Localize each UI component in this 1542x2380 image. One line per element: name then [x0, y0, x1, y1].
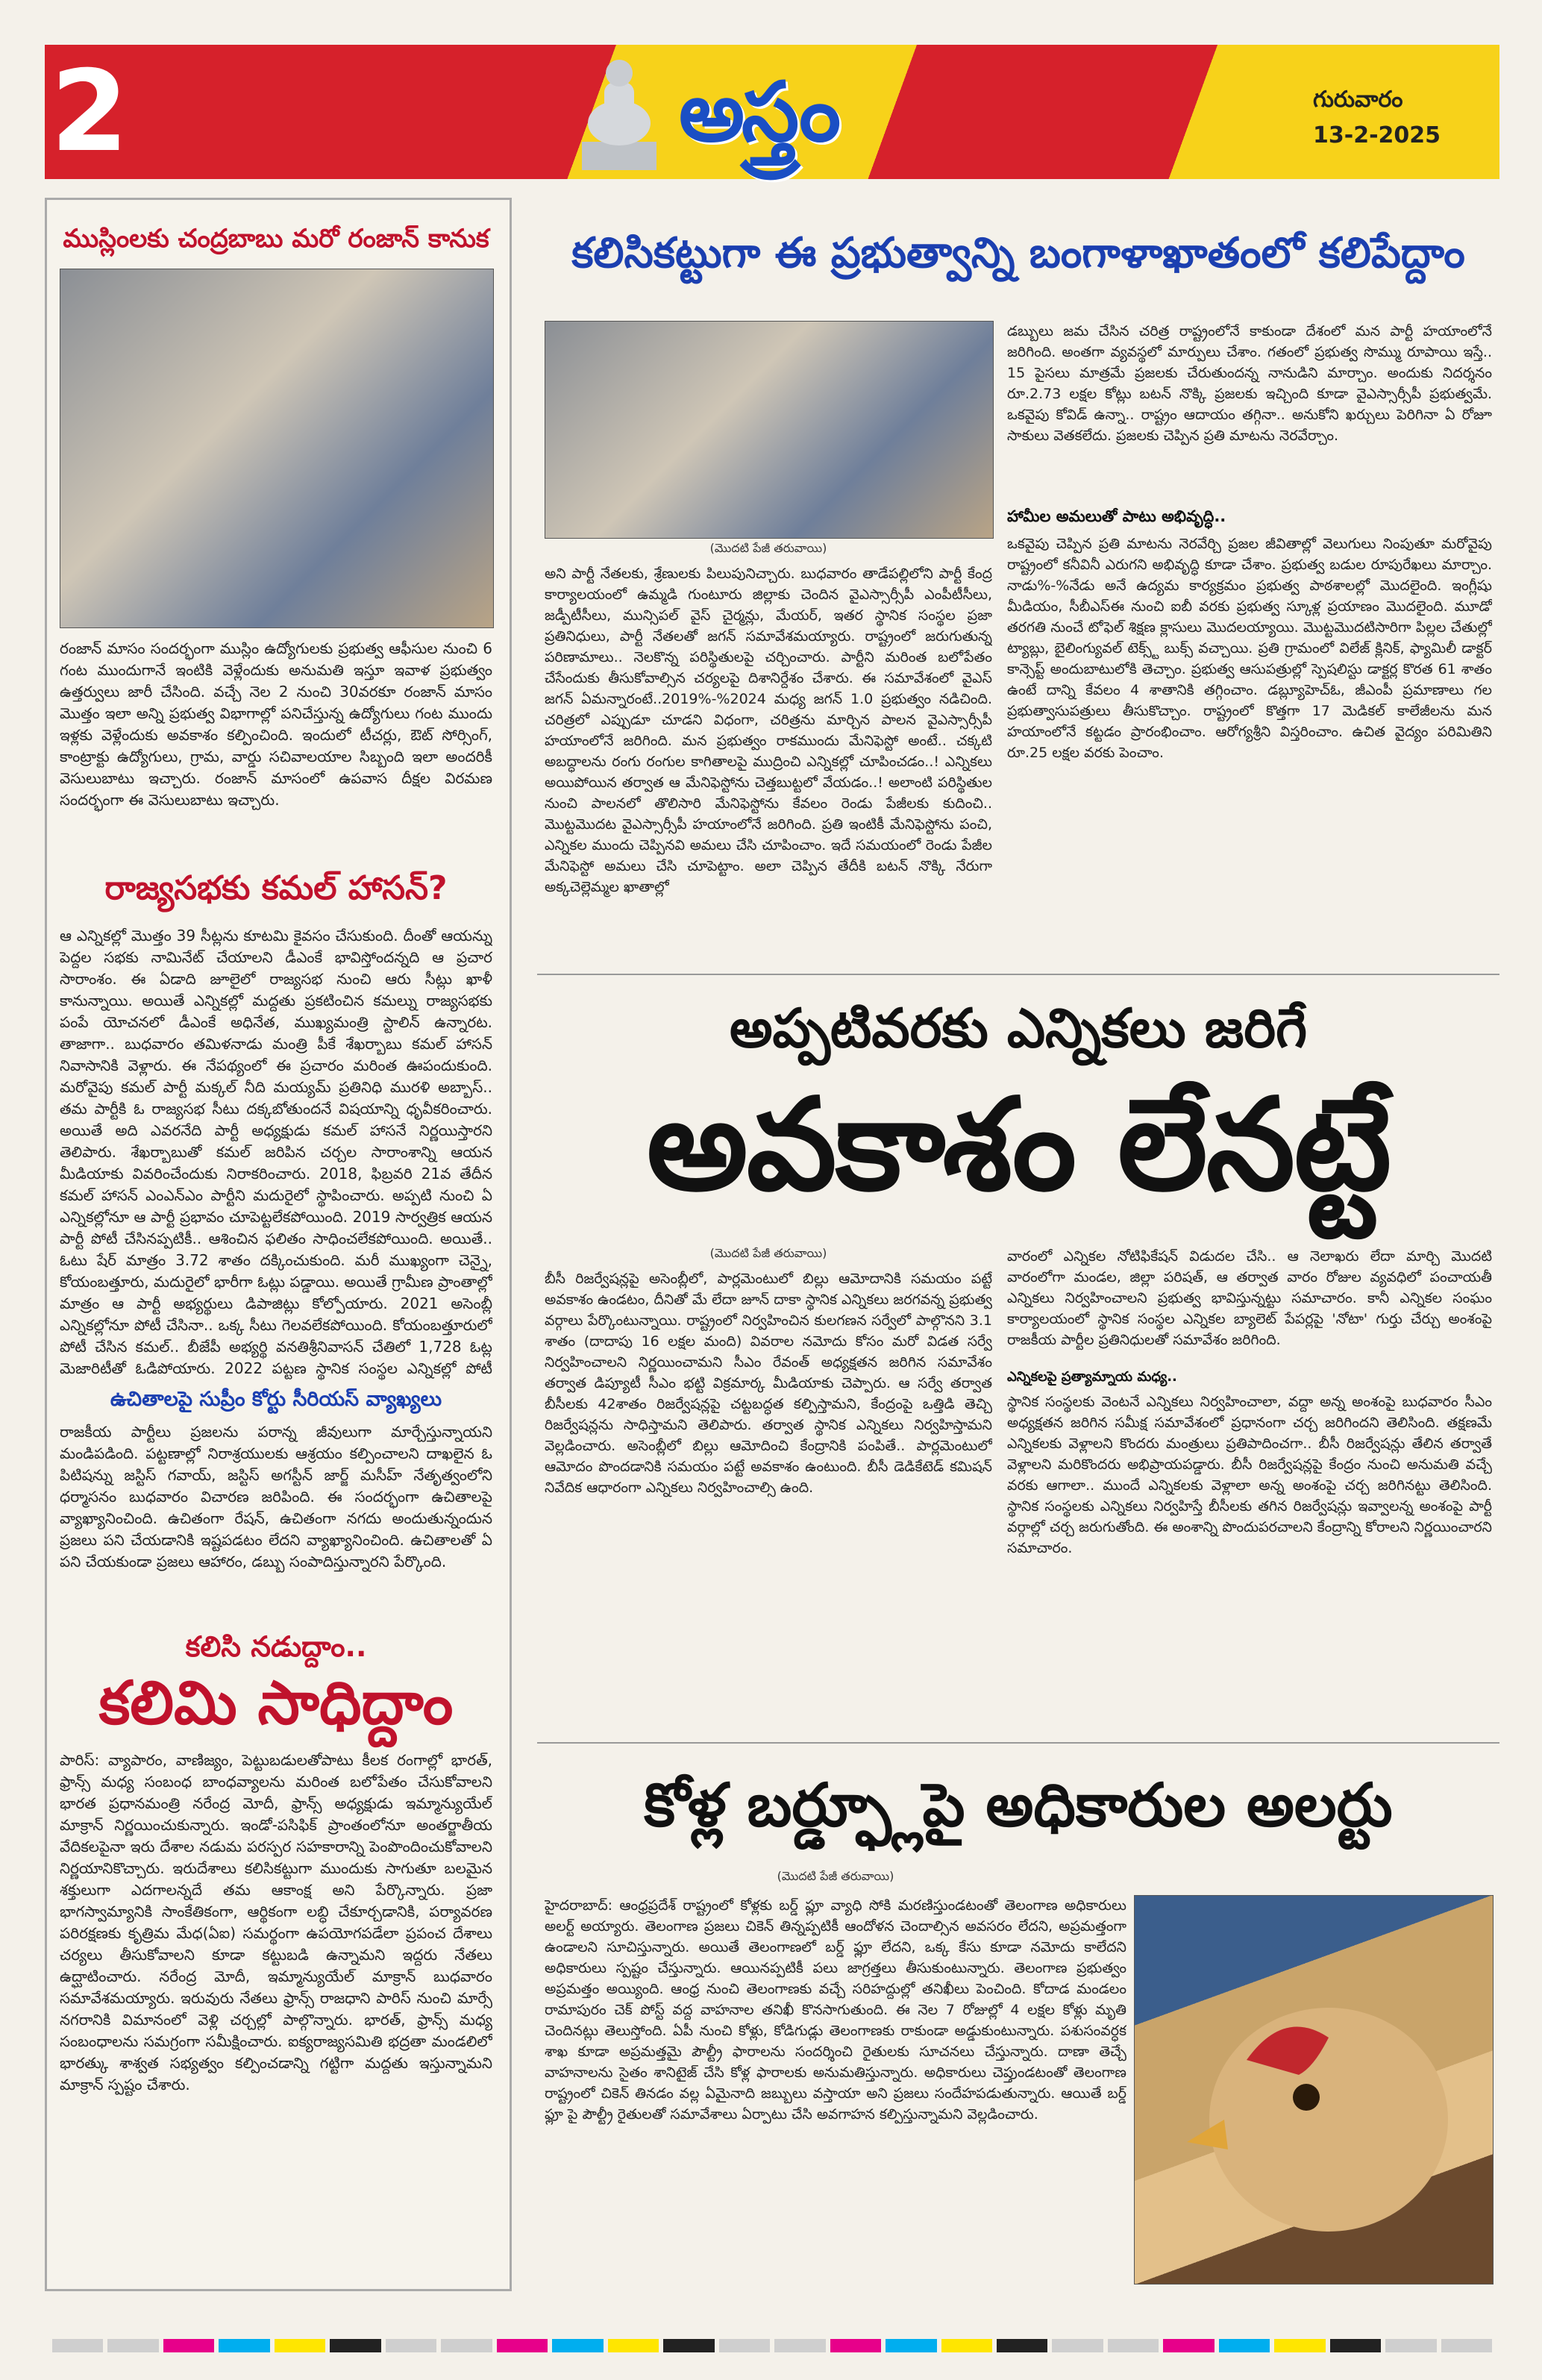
story-ramzan-body: రంజాన్ మాసం సందర్భంగా ముస్లిం ఉద్యోగులకు ప్రభుత్వ ఆఫీసుల నుంచి 6 గంట ముందుగానే ఇంటికి వెళ్లేందుకు అనుమతి ఇస్తూ ఇవాళ ప్రభుత్వం ఉత్తర్వులు జారీ చేసింది. వచ్చే నెల 2 నుంచి 30వరకూ రంజాన్ మాసం మొత్తం ఇలా అన్ని ప్రభుత్వ విభాగాల్లో పనిచేస్తున్న ఉద్యోగులు గంట ముందు ఇళ్లకు వెళ్లేందుకు అవకాశం కల్పించింది. ఇందులో టీచర్లు, ఔట్ సోర్సింగ్, కాంట్రాక్టు ఉద్యోగులు, గ్రామ, వార్డు సచివాలయాల సిబ్బంది ఇలా అందరికీ వెసులుబాటు ఇచ్చారు. రంజాన్ మాసంలో ఉపవాస దీక్షల విరమణ సందర్భంగా ఈ వెసులుబాటు ఇచ్చారు. [60, 639, 492, 809]
color-swatch [1441, 2339, 1492, 2352]
color-swatch [608, 2339, 659, 2352]
color-swatch [886, 2339, 936, 2352]
top-story-body-right2: ఒకవైపు చెప్పిన ప్రతి మాటను నెరవేర్చి ప్రజల జీవితాల్లో వెలుగులు నింపుతూ మరోవైపు రాష్ట్రంలో కనీవినీ ఎరుగని అభివృద్ధి కూడా చేశాం. ప్రభుత్వ బడుల రూపురేఖలు మార్చాం. నాడు%-%నేడు అనే ఉద్యమ కార్యక్రమం ప్రభుత్వ పాఠశాలల్లో మొదలైంది. ఇంగ్లీషు మీడియం, సీబీఎస్ఈ నుంచి ఐబీ వరకు ప్రభుత్వ స్కూళ్ల ప్రయాణం మొదలైంది. మూడో తరగతి నుంచే టోఫెల్ శిక్షణ క్లాసులు మొదలయ్యాయి. మొట్టమొదటిసారిగా పిల్లల చేతుల్లో ట్యాబ్లు, బైలింగ్యువల్ టెక్స్ట్ బుక్స్ వచ్చాయి. ప్రతి గ్రామంలో విలేజ్ క్లినిక్, ఫ్యామిలీ డాక్టర్ కాన్సెప్ట్ అందుబాటులోకి తెచ్చాం. ప్రభుత్వ ఆసుపత్రుల్లో స్పెషలిస్టు డాక్టర్ల కొరత 61 శాతం ఉంటే దాన్ని కేవలం 4 శాతానికి తగ్గించాం. డబ్ల్యూహెచ్ఓ, జీఎంపీ ప్రమాణాలు గల ప్రభుత్వాసుపత్రులు తీసుకొచ్చాం. రాష్ట్రంలో కొత్తగా 17 మెడికల్ కాలేజీలను మన హయాంలోనే కట్టడం ప్రారంభించాం. ఆరోగ్యశ్రీని విస్తరించాం. ఉచిత వైద్యం పరిమితిని రూ.25 లక్షల వరకు పెంచాం. [1007, 536, 1492, 761]
color-swatch [52, 2339, 103, 2352]
color-swatch [497, 2339, 548, 2352]
color-swatch [830, 2339, 881, 2352]
top-story-body-left: అని పార్టీ నేతలకు, శ్రేణులకు పిలుపునిచ్చారు. బుధవారం తాడేపల్లిలోని పార్టీ కేంద్ర కార్యాలయంలో ఉమ్మడి గుంటూరు జిల్లాకు చెందిన వైఎస్సార్సీపీ ఎంపీటీసీలు, జడ్పీటీసీలు, మున్సిపల్ వైస్ చైర్మన్లు, మేయర్, ఇతర స్థానిక సంస్థల ప్రజా ప్రతినిధులు, పార్టీ నేతలతో జగన్ సమావేశమయ్యారు. రాష్ట్రంలో జరుగుతున్న పరిణామాలు.. నెలకొన్న పరిస్థితులపై చర్చించారు. పార్టీని మరింత బలోపేతం చేసేందుకు తీసుకోవాల్సిన చర్యలపై దిశానిర్దేశం చేశారు. ఈ సమావేశంలో వైఎస్ జగన్ ఏమన్నారంటే..2019%-%2024 మధ్య జగన్ 1.0 ప్రభుత్వం నడిచింది. చరిత్రలో ఎప్పుడూ చూడని విధంగా, చరిత్రను మార్చిన పాలన వైఎస్సార్సీపీ హయాంలోనే జరిగింది. మన ప్రభుత్వం రాకముందు మేనిఫెస్టో అంటే.. చక్కటి అబద్ధాలను రంగు రంగుల కాగితాలపై ముద్రించి ఎన్నికల్లో చూపించడం..! ఎన్నికలు అయిపోయిన తర్వాత ఆ మేనిఫెస్టోను చెత్తబుట్టలో వేయడం..! అలాంటి పరిస్థితుల నుంచి పాలనలో తొలిసారి మేనిఫెస్టోను కేవలం రెండు పేజీలకు కుదించి.. మొట్టమొదట వైఎస్సార్సీపీ హయాంలోనే జరిగింది. ప్రతి ఇంటికీ మేనిఫెస్టోను పంచి, ఎన్నికల ముందు చెప్పినవి అమలు చేసి చూపించాం. ఇదే సమయంలో రెండు పేజీల మేనిఫెస్టో అమలు చేసి చూపెట్టాం. అలా చెప్పిన తేదీకి బటన్ నొక్కి నేరుగా అక్కచెల్లెమ్మల ఖాతాల్లో [545, 566, 992, 895]
color-swatch [275, 2339, 325, 2352]
story-kalimi-body: పారిస్: వ్యాపారం, వాణిజ్యం, పెట్టుబడులతోపాటు కీలక రంగాల్లో భారత్, ఫ్రాన్స్ మధ్య సంబంధ బాంధవ్యాలను మరింత బలోపేతం చేసుకోవాలని భారత ప్రధానమంత్రి నరేంద్ర మోదీ, ఫ్రాన్స్ అధ్యక్షుడు ఇమ్మాన్యుయేల్ మాక్రాన్ నిర్ణయించుకున్నారు. ఇండో-పసిఫిక్ ప్రాంతంలోనూ అంతర్జాతీయ వేదికలపైనా ఇరు దేశాల నడుమ పరస్పర సహకారాన్ని పెంపొందించుకోవాలని నిర్ణయానికొచ్చారు. ఇరుదేశాలు కలిసికట్టుగా ముందుకు సాగుతూ బలమైన శక్తులుగా ఎదగాలన్నదే తమ ఆకాంక్ష అని పేర్కొన్నారు. ప్రజా భాగస్వామ్యానికి సాంకేతికంగా, ఆర్థికంగా లబ్ధి చేకూర్చడానికి, పర్యావరణ పరిరక్షణకు కృత్రిమ మేధ(ఏఐ) సమర్థంగా ఉపయోగపడేలా ప్రపంచ దేశాలు చర్యలు తీసుకోవాలని కూడా కట్టుబడి ఉన్నామని ఇద్దరు నేతలు ఉద్ఘాటించారు. నరేంద్ర మోదీ, ఇమ్మాన్యుయేల్ మాక్రాన్ బుధవారం సమావేశమయ్యారు. ఇరువురు నేతలు ఫ్రాన్స్ రాజధాని పారిస్ నుంచి మార్సే నగరానికి విమానంలో వెళ్లి చర్చల్లో పాల్గొన్నారు. భారత్, ఫ్రాన్స్ మధ్య సంబంధాలను సమగ్రంగా సమీక్షించారు. ఐక్యరాజ్యసమితి భద్రతా మండలిలో భారత్కు శాశ్వత సభ్యత్వం కల్పించడాన్ని గట్టిగా మద్దతు ఇస్తున్నామని మాక్రాన్ స్పష్టం చేశారు. [60, 1751, 492, 2094]
elections-body-left: బీసీ రిజర్వేషన్లపై అసెంబ్లీలో, పార్లమెంటులో బిల్లు ఆమోదానికి సమయం పట్టే అవకాశం ఉండటం, దీనితో మే లేదా జూన్ దాకా స్థానిక ఎన్నికలు జరగవన్న ప్రభుత్వ వర్గాలు పేర్కొంటున్నాయి. రాష్ట్రంలో నిర్వహించిన కులగణన సర్వేలో పాల్గొనని 3.1 శాతం (దాదాపు 16 లక్షల మంది) వివరాల నమోదు కోసం మరో విడత సర్వే నిర్వహించాలని నిర్ణయించామని సీఎం రేవంత్ అధ్యక్షతన జరిగిన సమావేశం తర్వాత డిప్యూటీ సీఎం భట్టి విక్రమార్క మీడియాకు చెప్పారు. ఆ సర్వే తర్వాత బీసీలకు 42శాతం రిజర్వేషన్లపై చట్టబద్ధత కల్పిస్తామని, కేంద్రంపై ఒత్తిడి తెచ్చి రిజర్వేషన్లను సాధిస్తామని తెలిపారు. తర్వాత స్థానిక ఎన్నికలు నిర్వహిస్తామని వెల్లడించారు. అసెంబ్లీలో బిల్లు ఆమోదించి కేంద్రానికి పంపితే.. పార్లమెంటులో ఆమోదం పొందడానికి సమయం పట్టే అవకాశం ఉంటుంది. బీసీ డెడికేటెడ్ కమిషన్ నివేదిక ఆధారంగా ఎన్నికలు నిర్వహించాల్సి ఉంది. [545, 1271, 992, 1496]
story-kamal-body: ఆ ఎన్నికల్లో మొత్తం 39 సీట్లను కూటమి కైవసం చేసుకుంది. దీంతో ఆయన్ను పెద్దల సభకు నామినేట్ చేయాలని డీఎంకే భావిస్తోందన్నది ఆ ప్రచార సారాంశం. ఈ ఏడాది జూలైలో రాజ్యసభ నుంచి ఆరు సీట్లు ఖాళీ కానున్నాయి. అయితే ఎన్నికల్లో మద్దతు ప్రకటించిన కమల్ను రాజ్యసభకు పంపే యోచనలో డీఎంకే అధినేత, ముఖ్యమంత్రి స్టాలిన్ ఉన్నారట. తాజాగా.. బుధవారం తమిళనాడు మంత్రి పీకే శేఖర్బాబు కమల్ హాసన్ నివాసానికి వెళ్లారు. ఈ నేపథ్యంలో ఈ ప్రచారం మరింత ఊపందుకుంది. మరోవైపు కమల్ పార్టీ మక్కల్ నీది మయ్యమ్ ప్రతినిధి మురళి అబ్బాస్.. తమ పార్టీకి ఓ రాజ్యసభ సీటు దక్కబోతుందనే విషయాన్ని ధృవీకరించారు. అయితే అది ఎవరనేది పార్టీ అధ్యక్షుడు కమల్ హాసనే నిర్ణయిస్తారని తెలిపారు. శేఖర్బాబుతో కమల్ జరిపిన చర్చల సారాంశాన్ని ఆయన మీడియాకు వివరించేందుకు నిరాకరించారు. 2018, ఫిబ్రవరి 21వ తేదీన కమల్ హాసన్ ఎంఎన్ఎం పార్టీని మదురైలో స్థాపించారు. అప్పటి నుంచి ఏ ఎన్నికల్లోనూ ఆ పార్టీ ప్రభావం చూపెట్టలేకపోయింది. 2019 సార్వత్రిక ఆయన పార్టీ పోటీ చేసినప్పటికీ.. ఆశించిన ఫలితం సాధించలేకపోయింది. అయితే.. ఓటు షేర్ మాత్రం 3.72 శాతం దక్కించుకుంది. మరీ ముఖ్యంగా చెన్నై, కోయంబత్తూరు, మదురైలో భారీగా ఓట్లు పడ్డాయి. అయితే గ్రామీణ ప్రాంతాల్లో మాత్రం ఆ పార్టీ అభ్యర్థులు డిపాజిట్లు కోల్పోయారు. 2021 అసెంబ్లీ ఎన్నికల్లోనూ పోటీ చేసినా.. ఒక్క సీటు గెలవలేకపోయింది. కోయంబత్తూరులో పోటీ చేసిన కమల్.. బీజేపీ అభ్యర్థి వనతిశ్రీనివాసన్ చేతిలో 1,728 ఓట్ల మెజారిటీతో ఓడిపోయారు. 2022 పట్టణ స్థానిక సంస్థల ఎన్నికల్లో పోటీ [60, 927, 492, 1377]
page-number: 2 [45, 45, 134, 179]
divider-2 [537, 1742, 1499, 1744]
top-story-subhead: హామీల అమలుతో పాటు అభివృద్ధి.. [1007, 507, 1226, 525]
headline-kamal: రాజ్యసభకు కమల్ హాసన్? [104, 869, 448, 907]
kicker-kalisi: కలిసి నడుద్దాం.. [185, 1630, 367, 1663]
color-swatch [1052, 2339, 1103, 2352]
elections-subhead: ఎన్నికలపై ప్రత్యామ్నాయ మధ్య.. [1007, 1369, 1177, 1385]
color-swatch [997, 2339, 1047, 2352]
issue-day: గురువారం [1313, 87, 1403, 113]
headline-bird-flu: కోళ్ల బర్డ్ఫ్లూపై అధికారుల అలర్టు [644, 1770, 1393, 1840]
kicker-elections: అప్పటివరకు ఎన్నికలు జరిగే [729, 997, 1308, 1059]
elections-body-right: వారంలో ఎన్నికల నోటిఫికేషన్ విడుదల చేసి.. ఆ నెలాఖరు లేదా మార్చి మొదటి వారంలోగా మండల, జిల్లా పరిషత్, ఆ తర్వాత వారం రోజుల వ్యవధిలో పంచాయతీ ఎన్నికలు నిర్వహించాలని ప్రభుత్వ భావిస్తున్నట్టు సమాచారం. కానీ ఎన్నికల సంఘం కార్యాలయంలో స్థానిక సంస్థల ఎన్నికల బ్యాలెట్ పేపర్లపై 'నోటా' గుర్తు చేర్చు అంశంపై రాజకీయ పార్టీల ప్రతినిధులతో సమావేశం జరిగింది. [1007, 1248, 1492, 1348]
color-swatch [1274, 2339, 1325, 2352]
photo-meeting [545, 321, 994, 539]
newspaper-logo [567, 52, 1029, 179]
color-swatch [719, 2339, 770, 2352]
color-swatch [941, 2339, 992, 2352]
issue-date: 13-2-2025 [1313, 122, 1441, 148]
bird-flu-body: హైదరాబాద్: ఆంధ్రప్రదేశ్ రాష్ట్రంలో కోళ్లకు బర్డ్ ఫ్లూ వ్యాధి సోకి మరణిస్తుండటంతో తెలంగాణ అధికారులు అలర్ట్ అయ్యారు. తెలంగాణ ప్రజలు చికెన్ తిన్నప్పటికీ ఆందోళన చెందాల్సిన అవసరం లేదని, అప్రమత్తంగా ఉండాలని సూచిస్తున్నారు. అయితే తెలంగాణలో బర్డ్ ఫ్లూ లేదని, ఒక్క కేసు కూడా నమోదు కాలేదని అధికారులు స్పష్టం చేస్తున్నారు. ఆయినప్పటికీ పలు జాగ్రత్తలు తీసుకుంటున్నారు. తెలంగాణ ప్రభుత్వం అప్రమత్తం అయ్యింది. ఆంధ్ర నుంచి తెలంగాణకు వచ్చే సరిహద్దుల్లో తనిఖీలు పెంచింది. కోదాడ మండలం రామాపురం చెక్ పోస్ట్ వద్ద వాహనాల తనిఖీ కొనసాగుతుంది. ఈ నెల 7 రోజుల్లో 4 లక్షల కోళ్లు మృతి చెందినట్లు తెలుస్తోంది. ఏపీ నుంచి కోళ్లు, కోడిగుడ్లు తెలంగాణకు రాకుండా అడ్డుకుంటున్నారు. పశుసంవర్ధక శాఖ కూడా అప్రమత్తమై పౌల్ట్రీ ఫారాలను సందర్శించి రైతులకు సూచనలు చేస్తున్నారు. దాణా తెచ్చే వాహనాలను సైతం శానిటైజ్ చేసి కోళ్ల ఫారాలకు అనుమతిస్తున్నారు. అధికారులు చెప్తుండటంతో తెలంగాణ రాష్ట్రంలో చికెన్ తినడం వల్ల ఏమైనాది జబ్బులు వస్తాయా అని ప్రజలు సందేహపడుతున్నారు. ఆయితే బర్డ్ ఫ్లూ పై పౌల్ట్రీ రైతులతో సమావేశాలు ఏర్పాటు చేసి అవగాహన కల్పిస్తున్నామని వెల్లడించారు. [545, 1897, 1126, 2123]
color-swatch [1385, 2339, 1436, 2352]
buddha-statue-icon [574, 52, 664, 172]
headline-top-story: కలిసికట్టుగా ఈ ప్రభుత్వాన్ని బంగాళాఖాతంలో కలిపేద్దాం [571, 229, 1465, 278]
color-swatch [441, 2339, 492, 2352]
color-swatch [663, 2339, 714, 2352]
color-swatch [107, 2339, 158, 2352]
color-swatch [1330, 2339, 1381, 2352]
color-swatch [774, 2339, 825, 2352]
color-swatch [1163, 2339, 1214, 2352]
divider-1 [537, 974, 1499, 975]
color-swatch [219, 2339, 269, 2352]
headline-kalimi: కలిమి సాధిద్దాం [98, 1668, 454, 1738]
story-supreme-court-body: రాజకీయ పార్టీలు ప్రజలను పరాన్న జీవులుగా మార్చేస్తున్నాయని మండిపడింది. పట్టణాల్లో నిరాశ్రయులకు ఆశ్రయం కల్పించాలని దాఖలైన ఓ పిటిషన్ను జస్టిస్ గవాయ్, జస్టిస్ అగస్టీన్ జార్జ్ మసీహ్ నేతృత్వంలోని ధర్మాసనం బుధవారం విచారణ జరిపింది. ఈ సందర్భంగా ఉచితాలపై వ్యాఖ్యానించింది. ఉచితంగా రేషన్, ఉచితంగా నగదు అందుతున్నందున ప్రజలు పని చేయడానికి ఇష్టపడటం లేదని వ్యాఖ్యానించింది. ఉచితాలతో ఏ పని చేయకుండా ప్రజలు ఆహారం, డబ్బు సంపాదిస్తున్నారని పేర్కొంది. [60, 1423, 492, 1571]
brand-name: అస్త్రం [679, 64, 838, 160]
photo-chicken [1134, 1895, 1494, 2285]
top-story-body-right: డబ్బులు జమ చేసిన చరిత్ర రాష్ట్రంలోనే కాకుండా దేశంలో మన పార్టీ హయాంలోనే జరిగింది. అంతగా వ్యవస్థలో మార్పులు చేశాం. గతంలో ప్రభుత్వ సొమ్ము రూపాయి ఇస్తే.. 15 పైసలు మాత్రమే ప్రజలకు చేరుతుందన్న నానుడిని మార్చాం. అందుకు నిదర్శనం రూ.2.73 లక్షల కోట్లు బటన్ నొక్కి ప్రజలకు ఇచ్చింది కూడా వైఎస్సార్సీపీ ప్రభుత్వమే. ఒకవైపు కోవిడ్ ఉన్నా.. రాష్ట్రం ఆదాయం తగ్గినా.. అనుకోని ఖర్చులు పెరిగినా ఏ రోజూ సాకులు వెతకలేదు. ప్రజలకు చెప్పిన ప్రతి మాటను నెరవేర్చాం. [1007, 323, 1492, 444]
chicken-icon [1135, 1896, 1493, 2284]
caption-elections: (మొదటి పేజీ తరువాయి) [709, 1246, 827, 1260]
caption-bird-flu: (మొదటి పేజీ తరువాయి) [777, 1869, 894, 1883]
color-swatch [552, 2339, 603, 2352]
headline-ramzan: ముస్లింలకు చంద్రబాబు మరో రంజాన్ కానుక [63, 224, 489, 254]
elections-body-right2: స్థానిక సంస్థలకు వెంటనే ఎన్నికలు నిర్వహించాలా, వద్దా అన్న అంశంపై బుధవారం సీఎం అధ్యక్షతన జరిగిన సమీక్ష సమావేశంలో ప్రధానంగా చర్చ జరిగిందని తెలిసింది. తక్షణమే ఎన్నికలకు వెళ్లాలని కొందరు మంత్రులు ప్రతిపాదించగా.. బీసీ రిజర్వేషన్లు తేలిన తర్వాతే వెళ్లాలని మరికొందరు అభిప్రాయపడ్డారు. బీసీ రిజర్వేషన్లపై కేంద్రం నుంచి అనుమతి వచ్చే వరకు ఆగాలా.. ముందే ఎన్నికలకు వెళ్లాలా అన్న అంశంపై చర్చ జరిగినట్టు తెలిసింది. స్థానిక సంస్థలకు ఎన్నికలు నిర్వహిస్తే బీసీలకు తగిన రిజర్వేషన్లు ఇవ్వాలన్న అంశంపై పార్టీ వర్గాల్లో చర్చ జరుగుతోంది. ఈ అంశాన్ని పొందుపరచాలని కేంద్రాన్ని కోరాలని నిర్ణయించారని సమాచారం. [1007, 1394, 1492, 1556]
print-color-bar [52, 2339, 1492, 2352]
color-swatch [330, 2339, 380, 2352]
photo-ramzan [60, 269, 494, 628]
color-swatch [1108, 2339, 1159, 2352]
headline-elections: అవకాశం లేనట్టే [646, 1071, 1391, 1219]
caption-top-story: (మొదటి పేజీ తరువాయి) [709, 541, 827, 555]
color-swatch [386, 2339, 436, 2352]
color-swatch [163, 2339, 214, 2352]
headline-supreme-court: ఉచితాలపై సుప్రీం కోర్టు సీరియస్ వ్యాఖ్యలు [110, 1388, 442, 1411]
color-swatch [1219, 2339, 1270, 2352]
date-block [1313, 82, 1492, 154]
